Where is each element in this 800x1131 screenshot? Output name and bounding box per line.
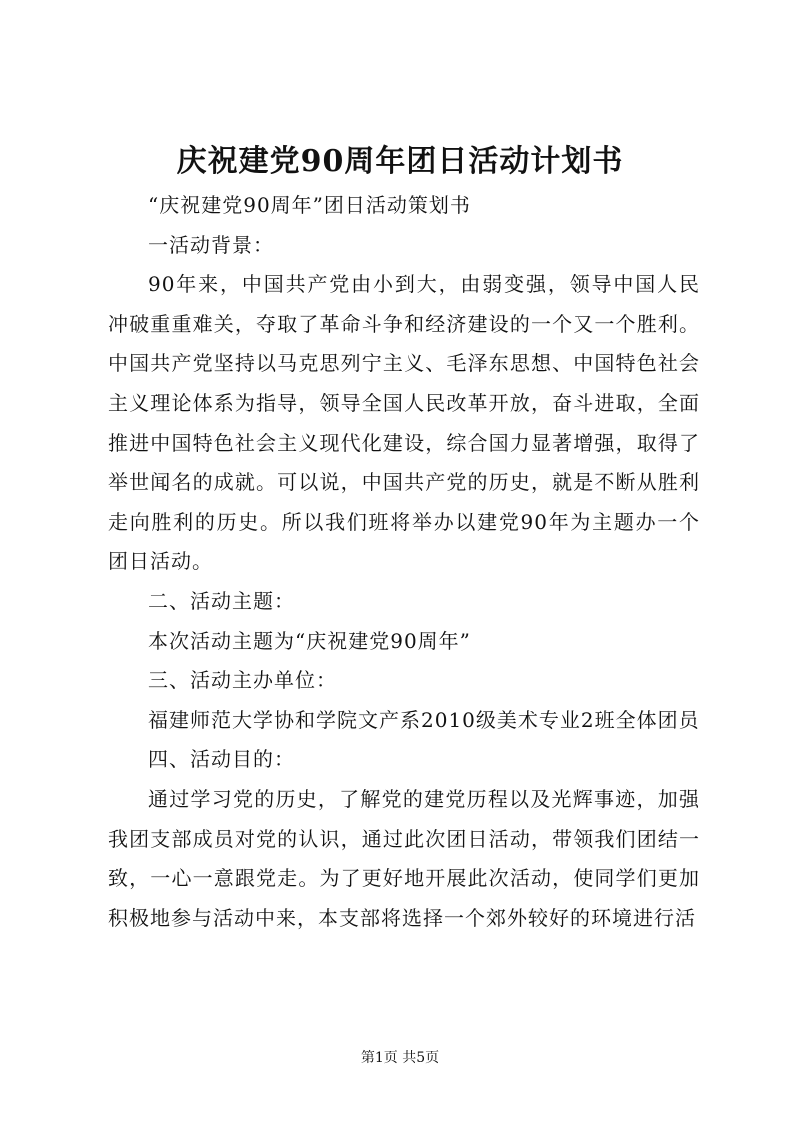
document-title: 庆祝建党90周年团日活动计划书: [176, 144, 624, 179]
purpose-paragraph: 通过学习党的历史，了解党的建党历程以及光辉事迹，加强我团支部成员对党的认识，通过此次团日活动，带领我们团结一致，一心一意跟党走。为了更好地开展此次活动，使同学们更加积极地参与活动中来，本支部将选择一个郊外较好的环境进行活: [108, 786, 700, 930]
theme-paragraph: 本次活动主题为“庆祝建党90周年”: [148, 628, 471, 653]
document-body: [108, 186, 700, 938]
organizer-paragraph: 福建师范大学协和学院文产系2010级美术专业2班全体团员: [148, 707, 700, 732]
section-heading-purpose: 四、活动目的：: [148, 747, 295, 772]
section-heading-organizer: 三、活动主办单位：: [148, 668, 337, 693]
section-heading-background: 一活动背景：: [148, 232, 274, 257]
background-paragraph: 90年来，中国共产党由小到大，由弱变强，领导中国人民冲破重重难关，夺取了革命斗争和经济建设的一个又一个胜利。中国共产党坚持以马克思列宁主义、毛泽东思想、中国特色社会主义理论体系为指导，领导全国人民改革开放，奋斗进取，全面推进中国特色社会主义现代化建设，综合国力显著增强，取得了举世闻名的成就。可以说，中国共产党的历史，就是不断从胜利走向胜利的历史。所以我们班将举办以建党90年为主题办一个团日活动。: [108, 272, 700, 574]
page-number-footer: 第1页 共5页: [360, 1050, 440, 1066]
section-heading-theme: 二、活动主题：: [148, 588, 295, 613]
subtitle-paragraph: “庆祝建党90周年”团日活动策划书: [148, 193, 471, 217]
